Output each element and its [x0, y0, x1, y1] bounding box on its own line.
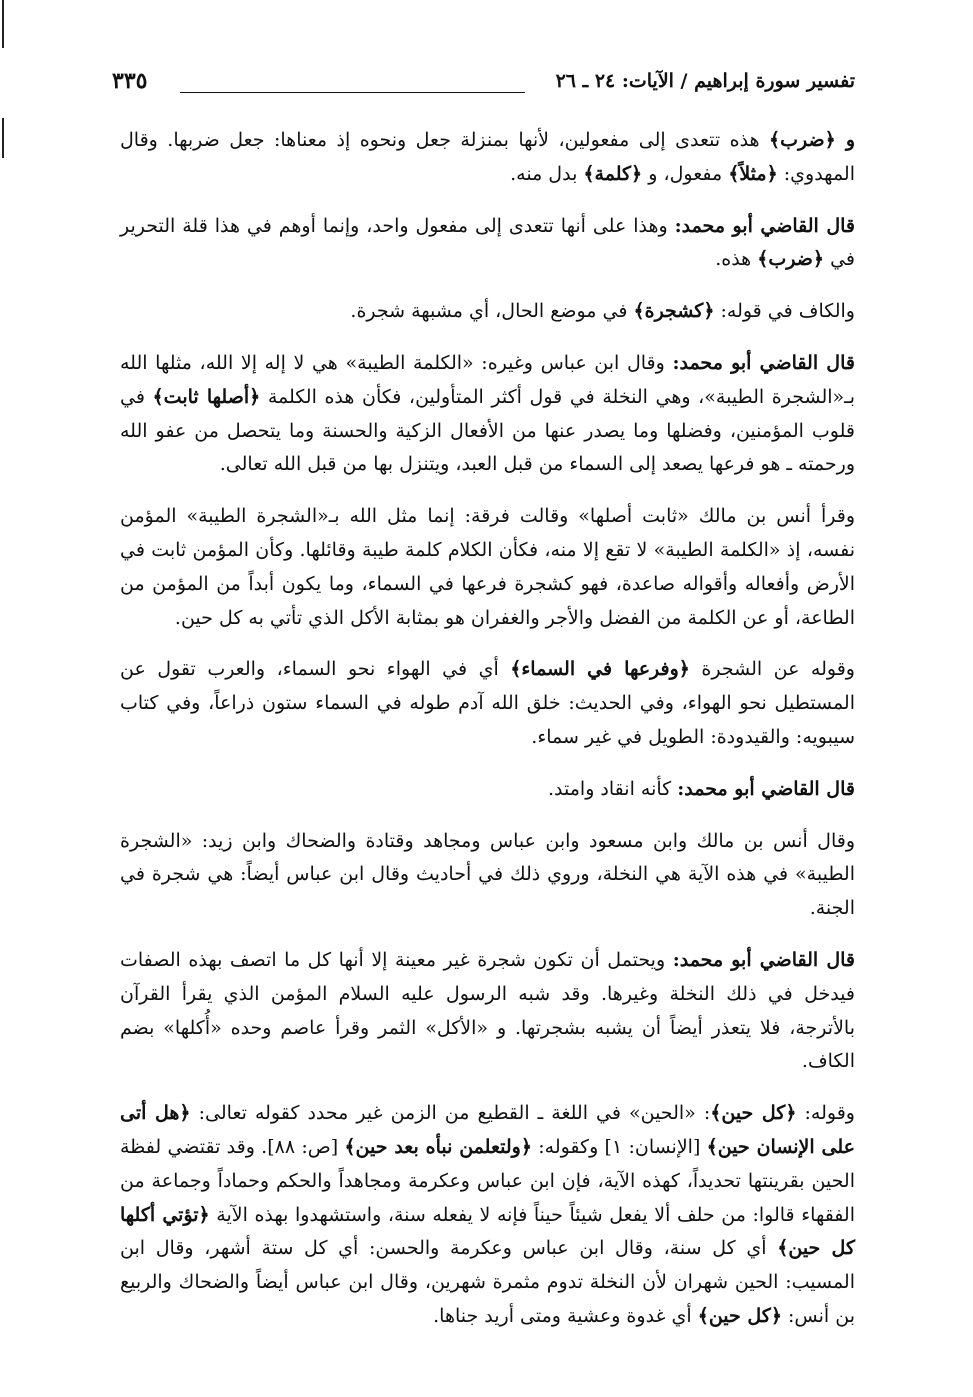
paragraph	[120, 124, 855, 192]
bold-phrase: ﴿كشجرة﴾	[633, 300, 715, 323]
running-header	[112, 70, 855, 100]
paragraph-text	[120, 295, 855, 329]
page-number: ٣٣٥	[112, 68, 148, 94]
page-edge-mark	[2, 0, 4, 48]
bold-phrase: ﴿هل أتى على الإنسان حين﴾	[120, 1102, 855, 1158]
header-rule	[180, 92, 525, 93]
text-run: ويحتمل أن تكون شجرة غير معينة إلا أنها كل ما اتصف بهذه الصفات فيدخل في ذلك النخلة وغيرها. وقد شبه الرسول عليه السلام المؤمن الذي يقرأ القرآن بالأترجة، فلا يتعذر أيضاً أن يشبه بشجرتها. و «الأكل» الثمر وقرأ عاصم وحده «أُكلها» بضم الكاف.	[120, 948, 855, 1073]
text-run: : «الحين» في اللغة ـ القطيع من الزمن غير محدد كقوله تعالى:	[190, 1102, 711, 1125]
text-run: مفعول، و	[642, 162, 729, 185]
text-run: في قلوب المؤمنين، وفضلها وما يصدر عنها من الأفعال الزكية والحسنة وما يتحصل من عفو الله ورحمته ـ هو فرعها يصعد إلى السماء من قبل العبد، ويتنزل بها من قبل الله تعالى.	[120, 385, 855, 476]
text-run: [الإنسان: ١] وكقوله:	[531, 1135, 707, 1158]
bold-phrase: ﴿تؤتي أكلها كل حين﴾	[120, 1203, 855, 1260]
bold-phrase: ﴿مثلاً﴾	[728, 162, 778, 185]
text-run: بدل منه.	[510, 162, 584, 185]
text-run: وقوله:	[796, 1102, 855, 1125]
text-run: وقال أنس بن مالك وابن مسعود وابن عباس ومجاهد وقتادة والضحاك وابن زيد: «الشجرة الطيبة» في هذه الآية هي النخلة، وروي ذلك في أحاديث وقال ابن عباس أيضاً: هي شجرة في الجنة.	[120, 829, 855, 920]
paragraph	[120, 500, 855, 635]
paragraph	[120, 295, 855, 329]
bold-phrase: قال القاضي أبو محمد:	[677, 777, 855, 800]
text-run: كأنه انقاد وامتد.	[548, 777, 678, 800]
paragraph-text	[120, 210, 855, 278]
bold-phrase: ﴿ولتعلمن نبأه بعد حين﴾	[344, 1135, 532, 1158]
header-title: تفسير سورة إبراهيم / الآيات: ٢٤ ـ ٢٦	[555, 70, 855, 92]
bold-phrase: ﴿ضرب﴾	[757, 248, 825, 271]
paragraph-text	[120, 347, 855, 482]
bold-phrase: و ﴿ضرب﴾	[769, 129, 856, 151]
paragraph	[120, 1097, 855, 1334]
text-run: وقال ابن عباس وغيره: «الكلمة الطيبة» هي لا إله إلا الله، مثلها الله بـ«الشجرة الطيبة»، وهي النخلة في قول أكثر المتأولين، فكأن هذه الكلمة	[120, 351, 855, 408]
paragraph-text	[120, 825, 855, 926]
text-run: [ص: ٨٨]. وقد تقتضي لفظة الحين بقرينتها تحديداً، كهذه الآية، فإن ابن عباس وعكرمة ومجاهداً والحكم وحماداً وجماعة من الفقهاء قالوا: من حلف ألا يفعل شيئاً حيناً فإنه لا يفعله سنة، واستشهدوا بهذه الآية	[120, 1135, 855, 1226]
paragraph-text	[120, 1097, 855, 1334]
text-run: في موضع الحال، أي مشبهة شجرة.	[350, 300, 634, 323]
paragraph-text	[120, 500, 855, 635]
paragraph	[120, 773, 855, 807]
text-run: أي غدوة وعشية ومتى أريد جناها.	[433, 1304, 698, 1327]
paragraph-text	[120, 773, 855, 807]
body-text	[120, 124, 855, 1352]
text-run: وقوله عن الشجرة	[689, 658, 855, 681]
page-edge-mark	[2, 118, 4, 158]
paragraph	[120, 944, 855, 1079]
paragraph-text	[120, 124, 855, 192]
bold-phrase: قال القاضي أبو محمد:	[672, 351, 855, 374]
paragraph-text	[120, 944, 855, 1079]
paragraph	[120, 825, 855, 926]
paragraph-text	[120, 653, 855, 754]
text-run: هذه.	[715, 248, 758, 271]
text-run: أي في الهواء نحو السماء، والعرب تقول عن المستطيل نحو الهواء، وفي الحديث: خلق الله آدم طوله في السماء ستون ذراعاً، وفي كتاب سيبويه: والقيدودة: الطويل في غير سماء.	[120, 658, 855, 748]
text-run: وهذا على أنها تتعدى إلى مفعول واحد، وإنما أوهم في هذا قلة التحرير في	[120, 214, 855, 271]
paragraph	[120, 347, 855, 482]
text-run: والكاف في قوله:	[714, 300, 855, 323]
bold-phrase: ﴿كل حين﴾	[710, 1102, 797, 1125]
bold-phrase: ﴿أصلها ثابت﴾	[152, 385, 261, 408]
bold-phrase: ﴿وفرعها في السماء﴾	[510, 658, 690, 681]
bold-phrase: ﴿كل حين﴾	[697, 1304, 782, 1327]
paragraph	[120, 653, 855, 754]
bold-phrase: قال القاضي أبو محمد:	[672, 948, 855, 971]
paragraph	[120, 210, 855, 278]
text-run: هذه تتعدى إلى مفعولين، لأنها بمنزلة جعل ونحوه إذ معناها: جعل ضربها. وقال المهدوي:	[120, 129, 855, 185]
text-run: وقرأ أنس بن مالك «ثابت أصلها» وقالت فرقة: إنما مثل الله بـ«الشجرة الطيبة» المؤمن نفسه، إذ «الكلمة الطيبة» لا تقع إلا منه، فكأن الكلام كلمة طيبة وقائلها. وكأن المؤمن ثابت في الأرض وأفعاله وأقواله صاعدة، فهو كشجرة فرعها في السماء، وما يكون أبداً من المؤمن من الطاعة، أو عن الكلمة من الفضل والأجر والغفران هو بمثابة الأكل الذي تأتي به كل حين.	[120, 505, 855, 629]
bold-phrase: ﴿كلمة﴾	[583, 162, 643, 185]
text-run: أي كل سنة، وقال ابن عباس وعكرمة والحسن: أي كل ستة أشهر، وقال ابن المسيب: الحين شهران لأن النخلة تدوم مثمرة شهرين، وقال ابن عباس أيضاً والضحاك والربيع بن أنس:	[120, 1237, 855, 1327]
bold-phrase: قال القاضي أبو محمد:	[674, 214, 855, 237]
